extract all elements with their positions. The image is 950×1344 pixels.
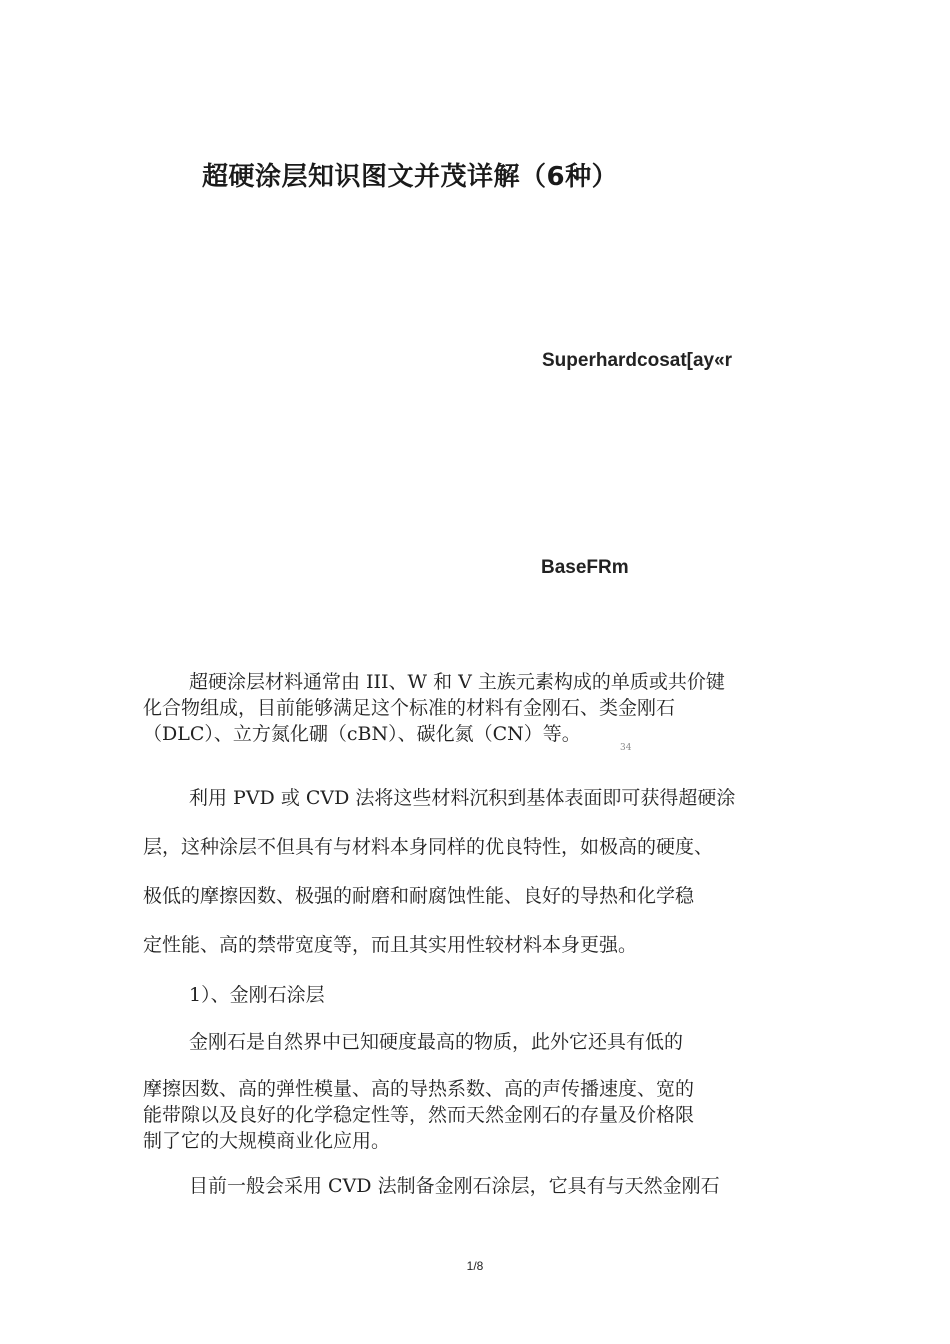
paragraph-intro — [143, 669, 813, 747]
paragraph-diamond-properties — [143, 1076, 813, 1154]
paragraph-diamond-intro — [143, 1029, 813, 1055]
paragraph-line: 能带隙以及良好的化学稳定性等，然而天然金刚石的存量及价格限 — [143, 1104, 695, 1126]
paragraph-line: 超硬涂层材料通常由 III、W 和 V 主族元素构成的单质或共价键 — [189, 671, 725, 693]
paragraph-line: 目前一般会采用 CVD 法制备金刚石涂层，它具有与天然金刚石 — [189, 1175, 720, 1197]
document-title: 超硬涂层知识图文并茂详解（6种） — [202, 162, 619, 192]
footnote-marker: 34 — [620, 743, 632, 753]
paragraph-line: 层，这种涂层不但具有与材料本身同样的优良特性，如极高的硬度、 — [143, 836, 714, 858]
section-heading-text: 1）、金刚石涂层 — [189, 984, 325, 1006]
paragraph-line: （DLC）、立方氮化硼（cBN）、碳化氮（CN）等。 — [143, 723, 581, 745]
figure-label-base-film: BaseFRm — [541, 557, 629, 578]
page-number: 1/8 — [466, 1259, 484, 1273]
paragraph-line: 摩擦因数、高的弹性模量、高的导热系数、高的声传播速度、宽的 — [143, 1078, 695, 1100]
paragraph-line: 制了它的大规模商业化应用。 — [143, 1130, 391, 1152]
paragraph-line: 极低的摩擦因数、极强的耐磨和耐腐蚀性能、良好的导热和化学稳 — [143, 885, 695, 907]
paragraph-line: 定性能、高的禁带宽度等，而且其实用性较材料本身更强。 — [143, 934, 638, 956]
paragraph-line: 金刚石是自然界中已知硬度最高的物质，此外它还具有低的 — [189, 1031, 684, 1053]
paragraph-cvd-diamond — [143, 1173, 813, 1199]
figure-label-superhard-coating-layer: Superhardcosat[ay«r — [542, 350, 733, 371]
paragraph-deposition — [143, 774, 813, 970]
paragraph-line: 化合物组成，目前能够满足这个标准的材料有金刚石、类金刚石 — [143, 697, 676, 719]
paragraph-line: 利用 PVD 或 CVD 法将这些材料沉积到基体表面即可获得超硬涂 — [189, 787, 736, 809]
section-heading-diamond-coating — [143, 982, 813, 1008]
